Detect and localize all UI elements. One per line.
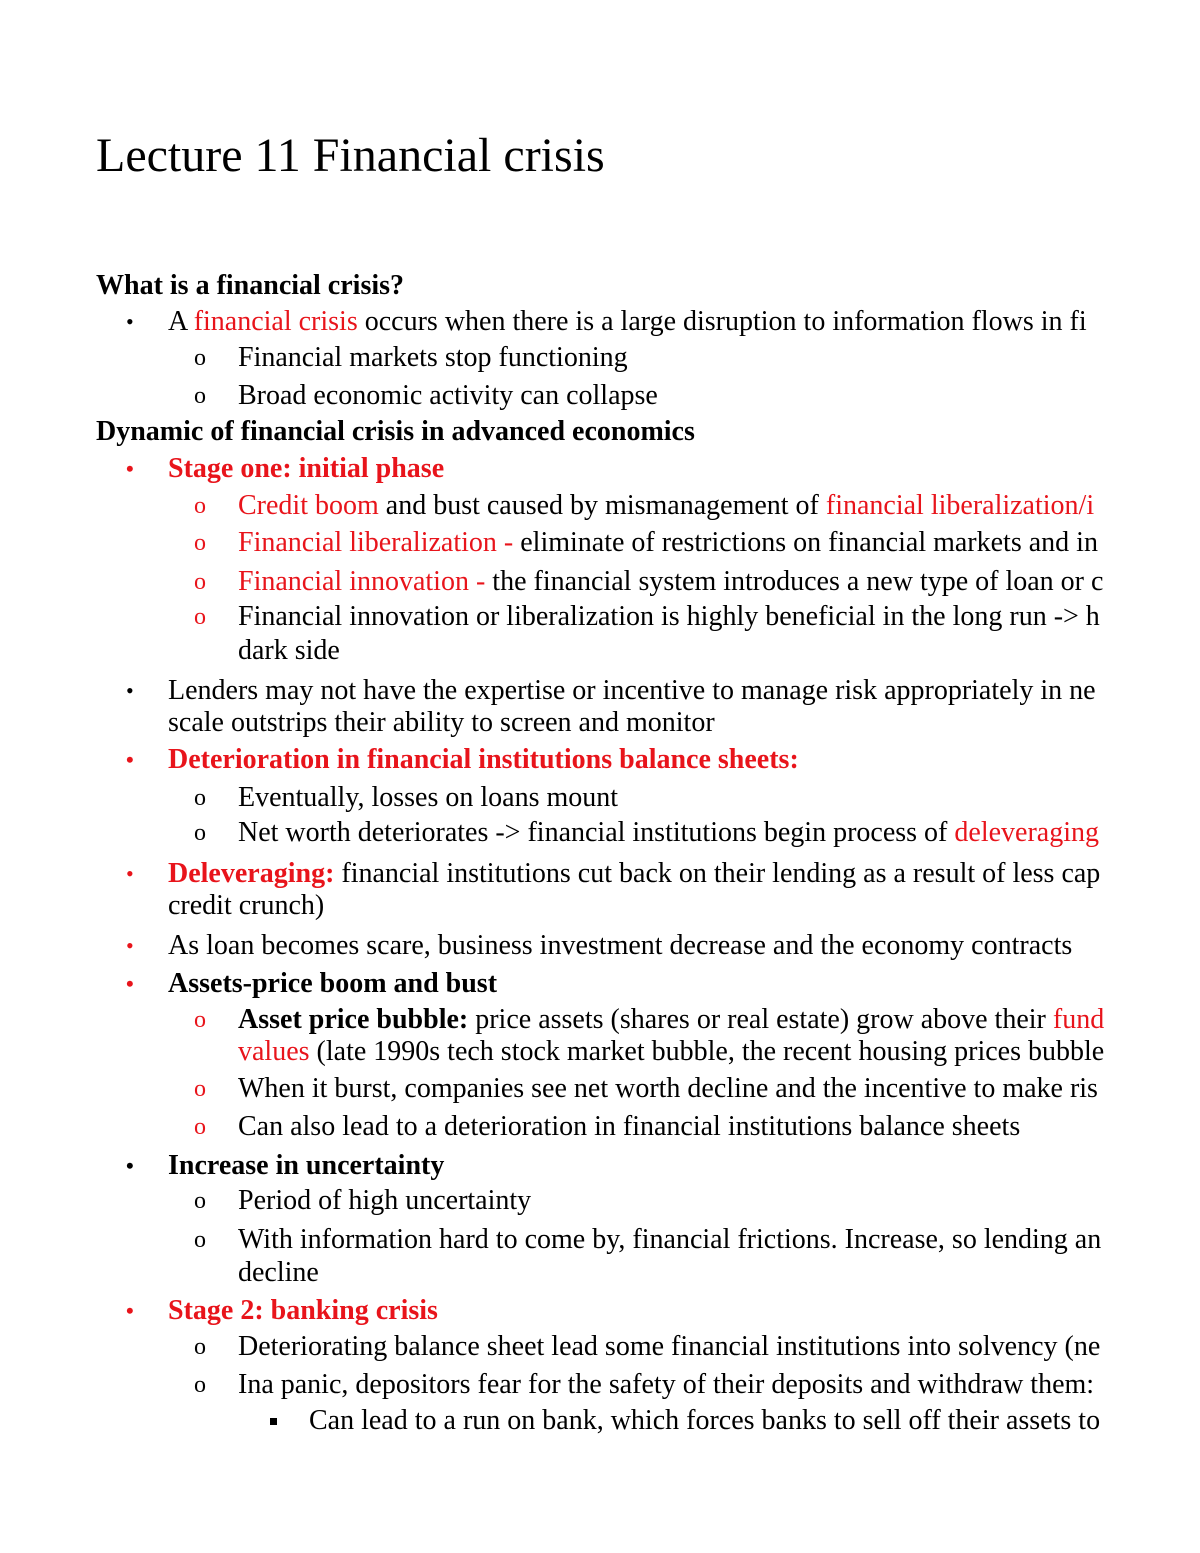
circle-bullet-icon: o [194,569,206,595]
item-text: As loan becomes scare, business investment decrease and the economy contracts [168,930,1073,961]
square-bullet-icon [270,1418,277,1425]
circle-bullet-icon: o [194,604,206,630]
bullet-icon: • [126,971,134,996]
item-text: Deteriorating balance sheet lead some financial institutions into solvency (ne [238,1331,1101,1362]
bullet-icon: • [126,309,134,334]
item-text: Period of high uncertainty [238,1185,532,1216]
circle-bullet-icon: o [194,1227,206,1253]
item-text: Broad economic activity can collapse [238,380,658,411]
item-text: With information hard to come by, financial frictions. Increase, so lending an [238,1224,1102,1255]
item-text: Increase in uncertainty [168,1150,445,1181]
heading-text: Dynamic of financial crisis in advanced economics [96,416,695,447]
item-text: Financial innovation or liberalization is highly beneficial in the long run -> h [238,601,1100,632]
bullet-icon: • [126,747,134,772]
item-text: Financial markets stop functioning [238,342,628,373]
item-text: Net worth deteriorates -> financial institutions begin process of deleveraging [238,817,1099,848]
item-text: scale outstrips their ability to screen and monitor [168,707,715,738]
item-text: Lenders may not have the expertise or incentive to manage risk appropriately in ne [168,675,1096,706]
item-text: Asset price bubble: price assets (shares or real estate) grow above their fund [238,1004,1105,1035]
item-text: Can also lead to a deterioration in financial institutions balance sheets [238,1111,1021,1142]
item-text: decline [238,1257,319,1288]
item-text: When it burst, companies see net worth decline and the incentive to make ris [238,1073,1098,1104]
circle-bullet-icon: o [194,820,206,846]
item-text: dark side [238,635,340,666]
item-text: A financial crisis occurs when there is a large disruption to information flows in fi [168,306,1087,337]
item-text: Stage 2: banking crisis [168,1295,438,1326]
item-text: Assets-price boom and bust [168,968,498,999]
bullet-icon: • [126,1298,134,1323]
circle-bullet-icon: o [194,383,206,409]
circle-bullet-icon: o [194,493,206,519]
circle-bullet-icon: o [194,785,206,811]
circle-bullet-icon: o [194,1188,206,1214]
circle-bullet-icon: o [194,530,206,556]
item-text: Can lead to a run on bank, which forces banks to sell off their assets to [309,1405,1101,1436]
bullet-icon: • [126,678,134,703]
bullet-icon: • [126,933,134,958]
circle-bullet-icon: o [194,1372,206,1398]
item-text: Deleveraging: financial institutions cut back on their lending as a result of less cap [168,858,1101,889]
item-text: Deterioration in financial institutions balance sheets: [168,744,799,775]
heading-text: What is a financial crisis? [96,270,405,301]
circle-bullet-icon: o [194,1114,206,1140]
item-text: credit crunch) [168,890,325,921]
bullet-icon: • [126,861,134,886]
item-text: Financial innovation - the financial system introduces a new type of loan or c [238,566,1104,597]
item-text: Eventually, losses on loans mount [238,782,619,813]
item-text: Credit boom and bust caused by mismanagement of financial liberalization/i [238,490,1095,521]
bullet-icon: • [126,456,134,481]
circle-bullet-icon: o [194,1076,206,1102]
circle-bullet-icon: o [194,1007,206,1033]
item-text: Stage one: initial phase [168,453,445,484]
circle-bullet-icon: o [194,345,206,371]
page-title: Lecture 11 Financial crisis [96,129,605,182]
item-text: Financial liberalization - eliminate of restrictions on financial markets and in [238,527,1098,558]
item-text: values (late 1990s tech stock market bubble, the recent housing prices bubble [238,1036,1105,1067]
bullet-icon: • [126,1153,134,1178]
item-text: Ina panic, depositors fear for the safety of their deposits and withdraw them: [238,1369,1095,1400]
circle-bullet-icon: o [194,1334,206,1360]
